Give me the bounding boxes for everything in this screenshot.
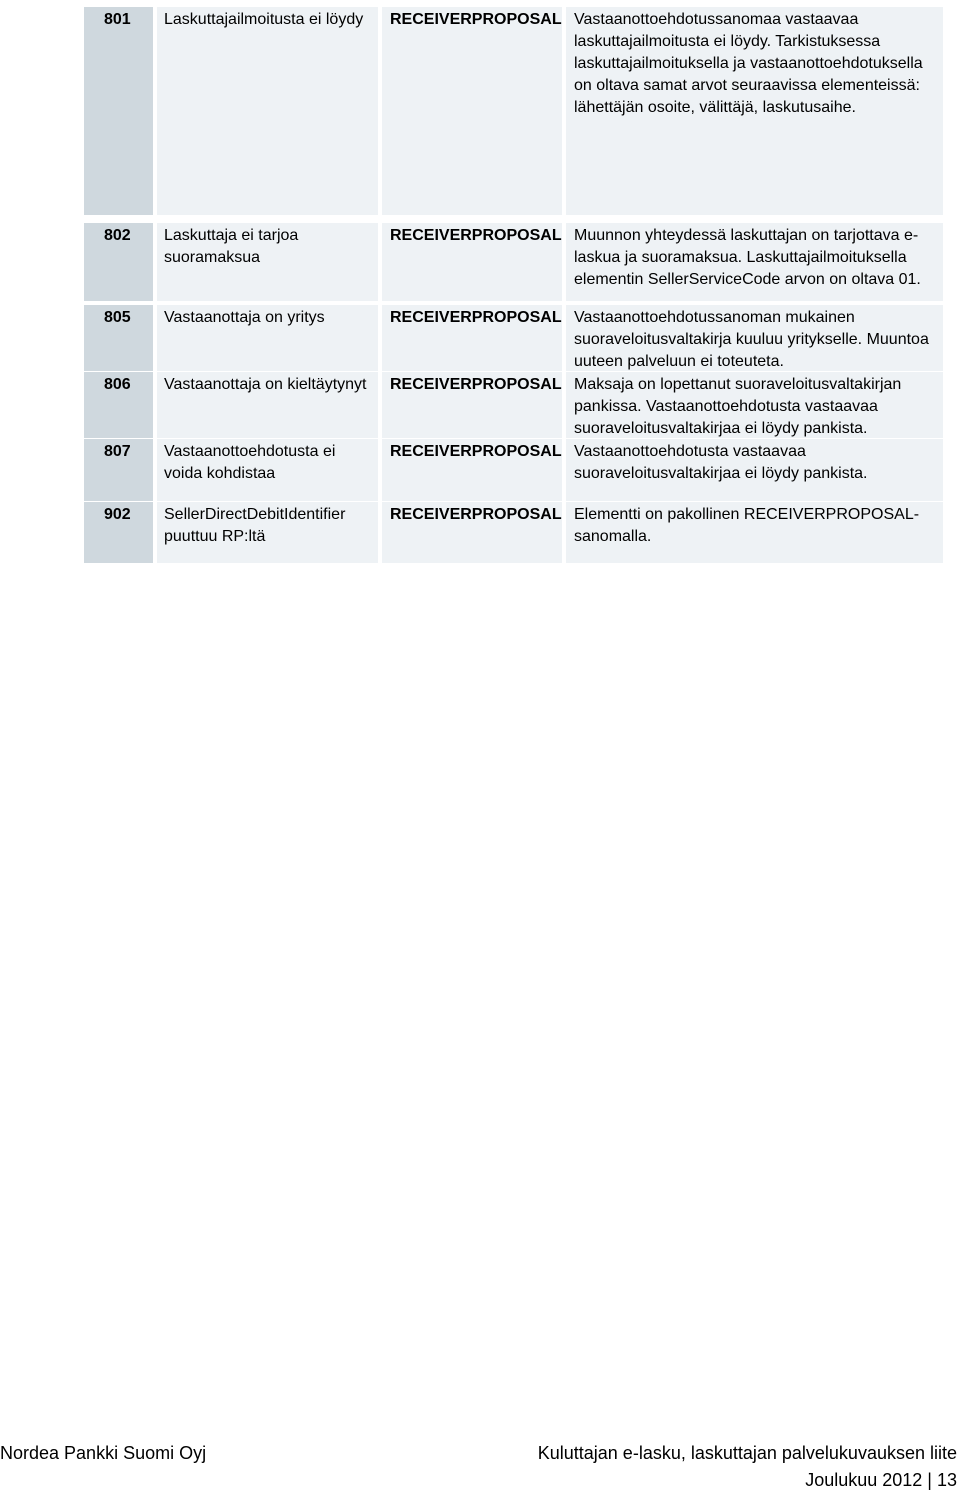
table-row bbox=[84, 439, 943, 501]
error-code: 801 bbox=[84, 7, 153, 215]
error-description: Vastaanottoehdotussanoman mukainen suoraveloitusvaltakirja kuuluu yritykselle. Muuntoa uuteen palveluun ei toteuteta. bbox=[566, 305, 943, 371]
message-type: RECEIVERPROPOSAL bbox=[382, 223, 562, 301]
error-code: 902 bbox=[84, 502, 153, 563]
message-type: RECEIVERPROPOSAL bbox=[382, 372, 562, 438]
error-code: 802 bbox=[84, 223, 153, 301]
error-code: 806 bbox=[84, 372, 153, 438]
message-type: RECEIVERPROPOSAL bbox=[382, 305, 562, 371]
error-description: Vastaanottoehdotusta vastaavaa suoraveloitusvaltakirjaa ei löydy pankista. bbox=[566, 439, 943, 501]
table-row bbox=[84, 223, 943, 301]
error-description: Elementti on pakollinen RECEIVERPROPOSAL-sanomalla. bbox=[566, 502, 943, 563]
message-type: RECEIVERPROPOSAL bbox=[382, 439, 562, 501]
error-name: SellerDirectDebitIdentifier puuttuu RP:ltä bbox=[157, 502, 378, 563]
table-row bbox=[84, 372, 943, 438]
error-name: Vastaanottaja on kieltäytynyt bbox=[157, 372, 378, 438]
message-type: RECEIVERPROPOSAL bbox=[382, 7, 562, 215]
error-code: 805 bbox=[84, 305, 153, 371]
error-name: Vastaanottoehdotusta ei voida kohdistaa bbox=[157, 439, 378, 501]
error-name: Vastaanottaja on yritys bbox=[157, 305, 378, 371]
error-name: Laskuttajailmoitusta ei löydy bbox=[157, 7, 378, 215]
error-description: Maksaja on lopettanut suoraveloitusvaltakirjan pankissa. Vastaanottoehdotusta vastaavaa suoraveloitusvaltakirjaa ei löydy pankista. bbox=[566, 372, 943, 438]
footer-date-page: Joulukuu 2012 | 13 bbox=[805, 1470, 957, 1490]
table-row bbox=[84, 305, 943, 371]
footer-company: Nordea Pankki Suomi Oyj bbox=[0, 1443, 207, 1463]
error-code: 807 bbox=[84, 439, 153, 501]
table-row bbox=[84, 502, 943, 563]
message-type: RECEIVERPROPOSAL bbox=[382, 502, 562, 563]
error-description: Vastaanottoehdotussanomaa vastaavaa laskuttajailmoitusta ei löydy. Tarkistuksessa laskuttajailmoituksella ja vastaanottoehdotuksella on oltava samat arvot seuraavissa elementeissä: lähettäjän osoite, välittäjä, laskutusaihe. bbox=[566, 7, 943, 215]
error-name: Laskuttaja ei tarjoa suoramaksua bbox=[157, 223, 378, 301]
footer-document-title: Kuluttajan e-lasku, laskuttajan palvelukuvauksen liite bbox=[537, 1443, 957, 1463]
table-row bbox=[84, 7, 943, 215]
error-description: Muunnon yhteydessä laskuttajan on tarjottava e-laskua ja suoramaksua. Laskuttajailmoituksella elementin SellerServiceCode arvon on oltava 01. bbox=[566, 223, 943, 301]
